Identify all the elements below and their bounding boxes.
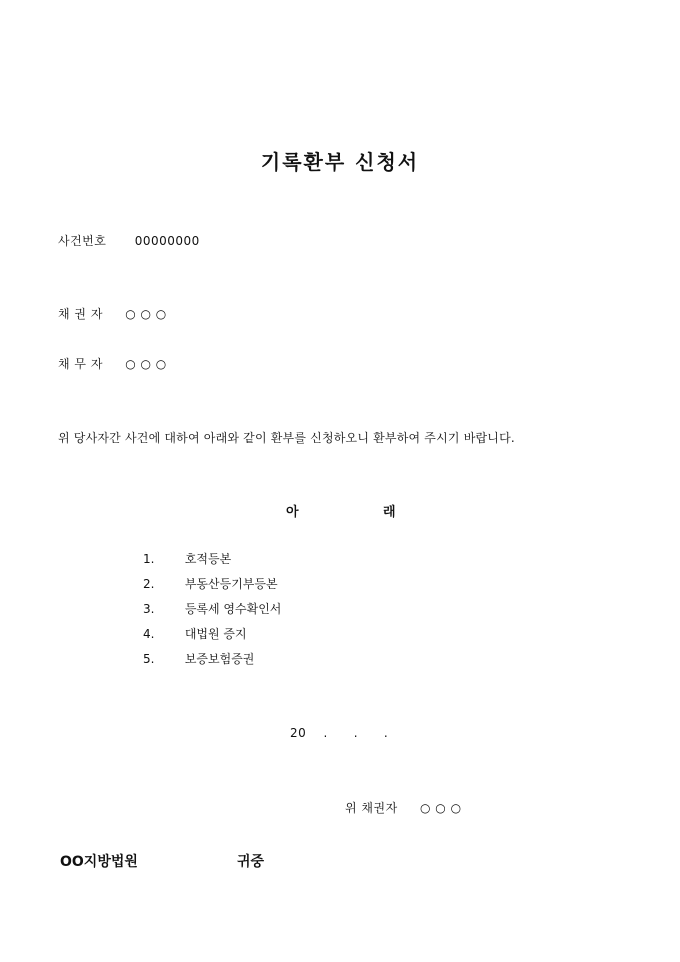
- list-item: [143, 577, 281, 602]
- debtor-label: 채 무 자: [58, 357, 103, 371]
- date-line: 20 . . .: [290, 726, 389, 740]
- list-item: [143, 627, 281, 652]
- debtor-row: [58, 355, 167, 372]
- document-title: 기록환부 신청서: [260, 150, 420, 174]
- court-name: OO지방법원: [60, 854, 138, 870]
- creditor-row: [58, 305, 167, 322]
- list-item: [143, 552, 281, 577]
- list-item-text: 부동산등기부등본: [184, 577, 278, 591]
- section-heading-left: 아: [286, 505, 299, 520]
- signature-value: ○ ○ ○: [420, 801, 462, 815]
- list-item-text: 호적등본: [184, 552, 232, 566]
- creditor-value: ○ ○ ○: [125, 307, 167, 321]
- list-item-text: 보증보험증권: [184, 652, 255, 666]
- request-text: 위 당사자간 사건에 대하여 아래와 같이 환부를 신청하오니 환부하여 주시기 바랍니다.: [58, 431, 515, 445]
- case-number-label: 사건번호: [58, 234, 107, 248]
- list-item-number: 5.: [143, 652, 155, 666]
- list-item-number: 3.: [143, 602, 155, 616]
- section-heading-right: 래: [383, 505, 396, 520]
- list-item-text: 등록세 영수확인서: [184, 602, 282, 616]
- debtor-value: ○ ○ ○: [125, 357, 167, 371]
- list-item-number: 1.: [143, 552, 155, 566]
- case-number-row: [58, 232, 200, 249]
- list-item: [143, 652, 281, 677]
- addressee: 귀중: [237, 854, 265, 870]
- signature-row: [345, 799, 462, 816]
- list-item-number: 4.: [143, 627, 155, 641]
- case-number-value: 00000000: [134, 234, 200, 248]
- list-item: [143, 602, 281, 627]
- creditor-label: 채 권 자: [58, 307, 103, 321]
- list-item-text: 대법원 증지: [184, 627, 247, 641]
- signature-label: 위 채권자: [345, 801, 398, 815]
- list-item-number: 2.: [143, 577, 155, 591]
- attachment-list: [143, 552, 281, 677]
